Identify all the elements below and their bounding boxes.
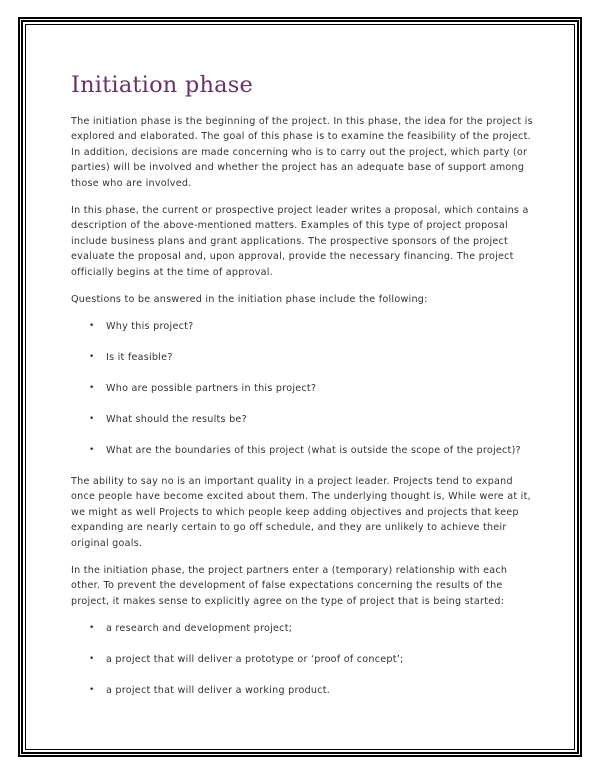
list-item-text: Is it feasible? [106,352,173,364]
document-body [71,70,533,714]
list-item [71,381,533,396]
list-item-text: Why this project? [106,321,194,333]
list-item [71,443,533,458]
paragraph-partners: In the initiation phase, the project partners enter a (temporary) relationship with each other. To prevent the development of false expectations concerning the results of the project, it makes sense to explicitly agree on the type of project that is being started: [71,565,508,607]
paragraph-questions-intro: Questions to be answered in the initiation phase include the following: [71,294,428,306]
list-item-text: What are the boundaries of this project (what is outside the scope of the project)? [106,445,521,457]
bullet-icon: • [89,623,95,634]
bullet-icon: • [89,352,95,363]
bullet-icon: • [89,414,95,425]
bullet-icon: • [89,321,95,332]
list-item [71,683,533,698]
paragraph-proposal: In this phase, the current or prospective project leader writes a proposal, which contains a description of the above-mentioned matters. Examples of this type of project proposal include business plans and grant applications. The prospective sponsors of the project evaluate the proposal and, upon approval, provide the necessary financing. The project officially begins at the time of approval. [71,205,529,278]
bullet-icon: • [89,654,95,665]
list-item-text: What should the results be? [106,414,247,426]
list-item-text: a research and development project; [106,623,293,635]
list-item [71,350,533,365]
list-item [71,621,533,636]
list-item [71,319,533,334]
list-item-text: a project that will deliver a working product. [106,685,331,697]
bullet-icon: • [89,685,95,696]
page-title: Initiation phase [71,72,254,98]
list-item-text: Who are possible partners in this project? [106,383,317,395]
questions-list [71,319,533,458]
list-item-text: a project that will deliver a prototype or ‘proof of concept’; [106,654,404,666]
list-item [71,412,533,427]
project-types-list [71,621,533,698]
list-item [71,652,533,667]
paragraph-intro: The initiation phase is the beginning of the project. In this phase, the idea for the project is explored and elaborated. The goal of this phase is to examine the feasibility of the project. In addition, decisions are made concerning who is to carry out the project, which party (or parties) will be involved and whether the project has an adequate base of support among those who are involved. [71,116,533,189]
bullet-icon: • [89,445,95,456]
bullet-icon: • [89,383,95,394]
paragraph-say-no: The ability to say no is an important quality in a project leader. Projects tend to expand once people have become excited about them. The underlying thought is, While were at it, we might as well Projects to which people keep adding objectives and projects that keep expanding are nearly certain to go off schedule, and they are unlikely to achieve their original goals. [71,476,531,549]
